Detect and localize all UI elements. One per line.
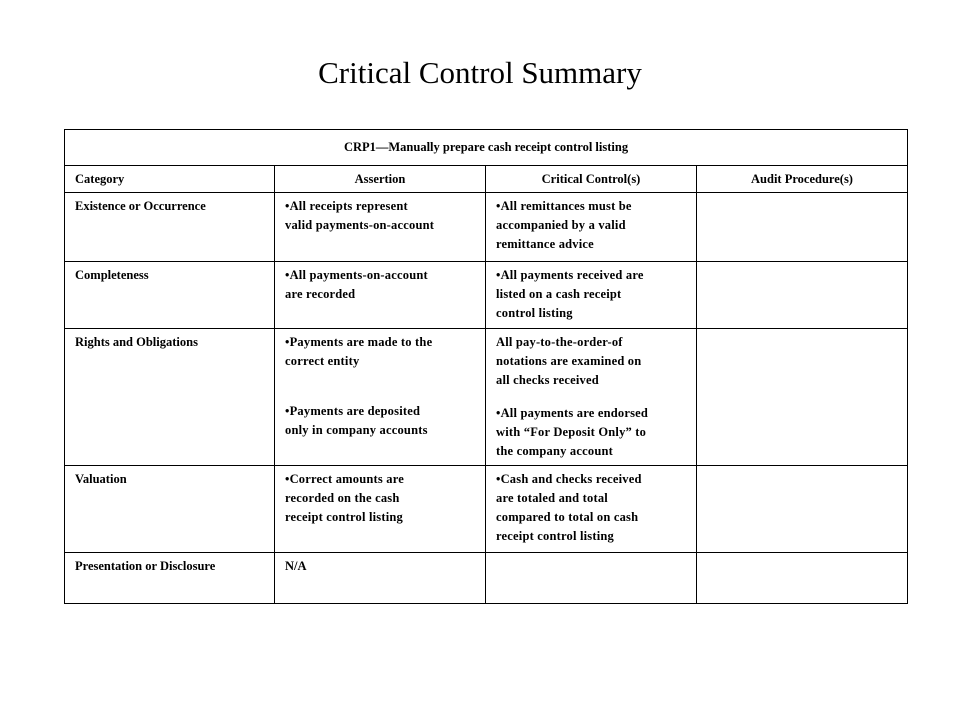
table-row (65, 329, 908, 466)
table-row (65, 262, 908, 329)
bullet-icon: • (285, 268, 290, 282)
control-cell: •All payments received are listed on a cash receipt control listing (486, 262, 697, 329)
category-cell: Valuation (65, 466, 275, 553)
control-cell: All pay-to-the-order-of notations are examined on all checks received •All payments are endorsed with “For Deposit Only” to the company account (486, 329, 697, 466)
table-row (65, 193, 908, 262)
table-row (65, 553, 908, 604)
audit-cell (697, 262, 908, 329)
category-cell: Presentation or Disclosure (65, 553, 275, 604)
audit-cell (697, 466, 908, 553)
table-caption: CRP1—Manually prepare cash receipt control listing (65, 130, 908, 166)
bullet-icon: • (496, 472, 501, 486)
bullet-icon: • (285, 472, 290, 486)
header-assertion: Assertion (275, 166, 486, 193)
table-caption-row (65, 130, 908, 166)
table-row (65, 466, 908, 553)
assertion-cell: •All receipts represent valid payments-on-account (275, 193, 486, 262)
control-cell: •Cash and checks received are totaled and total compared to total on cash receipt control listing (486, 466, 697, 553)
category-cell: Rights and Obligations (65, 329, 275, 466)
audit-cell (697, 553, 908, 604)
category-cell: Existence or Occurrence (65, 193, 275, 262)
critical-control-table (64, 129, 908, 604)
control-cell: •All remittances must be accompanied by a valid remittance advice (486, 193, 697, 262)
audit-cell (697, 329, 908, 466)
table-header-row (65, 166, 908, 193)
assertion-cell: •All payments-on-account are recorded (275, 262, 486, 329)
bullet-icon: • (496, 406, 501, 420)
header-category: Category (65, 166, 275, 193)
category-cell: Completeness (65, 262, 275, 329)
bullet-icon: • (496, 268, 501, 282)
header-critical-controls: Critical Control(s) (486, 166, 697, 193)
bullet-icon: • (285, 199, 290, 213)
assertion-cell: •Correct amounts are recorded on the cash receipt control listing (275, 466, 486, 553)
audit-cell (697, 193, 908, 262)
page-title: Critical Control Summary (318, 55, 642, 90)
header-audit-procedures: Audit Procedure(s) (697, 166, 908, 193)
bullet-icon: • (285, 335, 290, 349)
bullet-icon: • (285, 404, 290, 418)
bullet-icon: • (496, 199, 501, 213)
control-cell (486, 553, 697, 604)
assertion-cell: •Payments are made to the correct entity •Payments are deposited only in company accounts (275, 329, 486, 466)
assertion-cell: N/A (275, 553, 486, 604)
